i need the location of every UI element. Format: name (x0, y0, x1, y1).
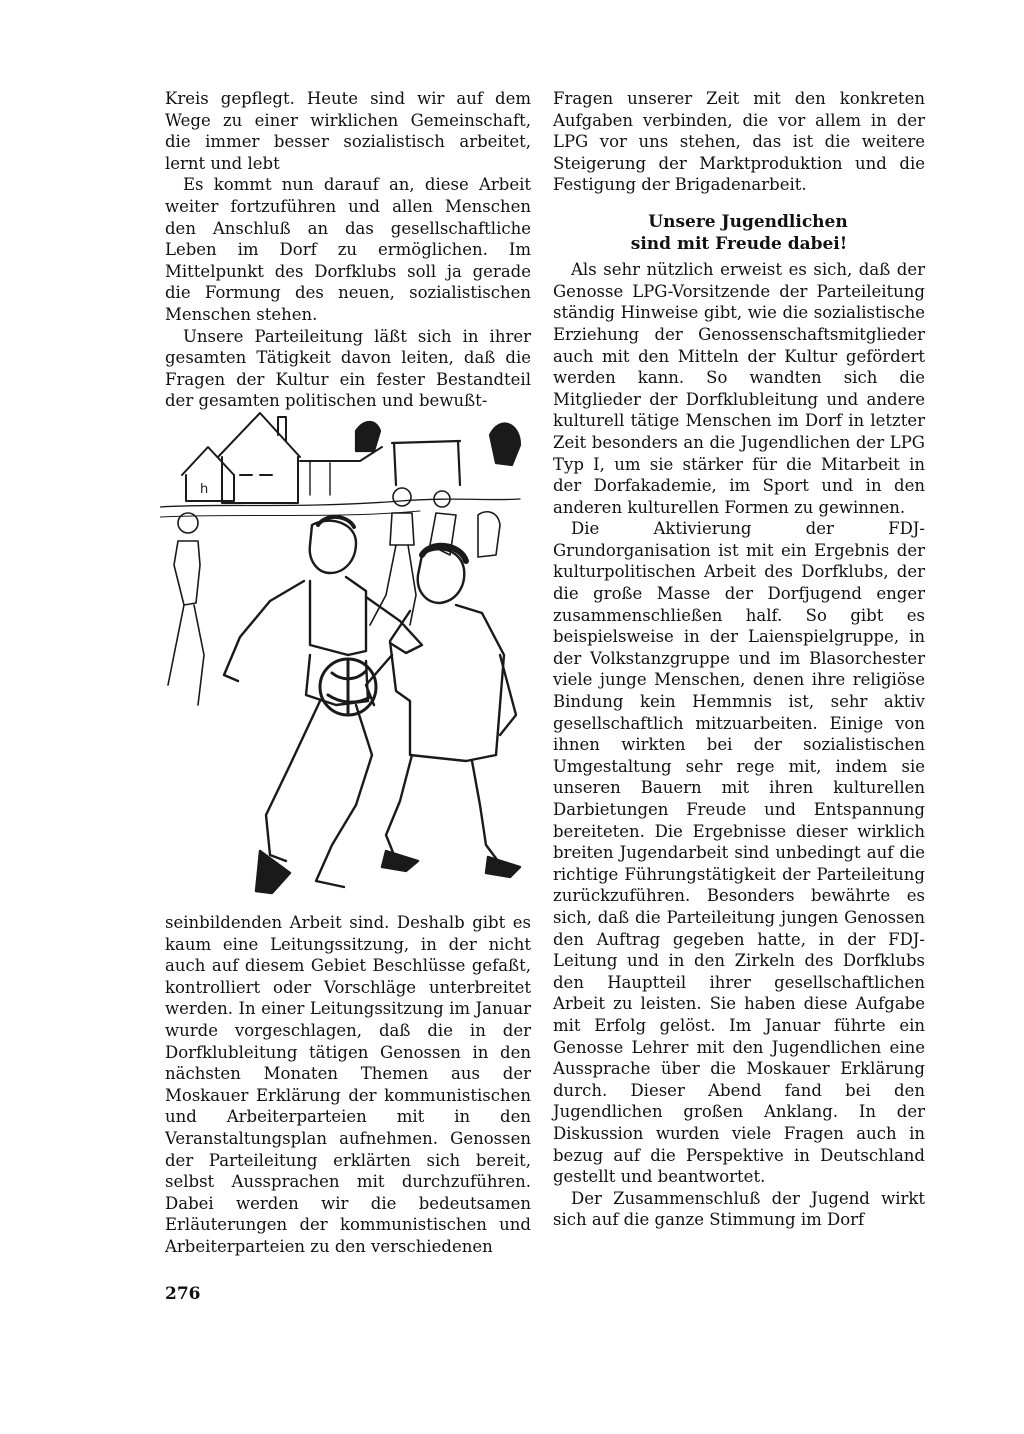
paragraph: Als sehr nützlich erweist es sich, daß der Genosse LPG-Vorsitzende der Parteileitung ständig Hinweise gibt, wie die sozialistische Erziehung der Genossenschaftsmitglieder auch mit den Mitteln der Kultur gefördert werden kann. So wandten sich die Mitglieder der Dorfklubleitung und andere kulturell tätige Menschen im Dorf in letzter Zeit besonders an die Jugendlichen der LPG Typ I, um sie stärker für die Mitarbeit in der Dorfakademie, im Sport und in den anderen kulturellen Formen zu gewinnen. (553, 260, 925, 517)
paragraph: Fragen unserer Zeit mit den konkreten Aufgaben verbinden, die vor allem in der LPG vor uns stehen, das ist die weitere Steigerung der Marktproduktion und die Festigung der Brigadenarbeit. (553, 89, 925, 195)
section-heading (553, 212, 925, 255)
paragraph: seinbildenden Arbeit sind. Deshalb gibt es kaum eine Leitungssitzung, in der nicht auch auf diesem Gebiet Beschlüsse gefaßt, kontrolliert oder Vorschläge unterbreitet werden. In einer Leitungssitzung im Januar wurde vorgeschlagen, daß die in der Dorfklubleitung tätigen Genossen in den nächsten Monaten Themen aus der Moskauer Erklärung der kommunistischen und Arbeiterparteien mit in den Veranstaltungsplan aufnehmen. Genossen der Parteileitung erklärten sich bereit, selbst Aussprachen mit durchzuführen. Dabei werden wir die bedeutsamen Erläuterungen der kommunistischen und Arbeiterparteien zu den verschiedenen (165, 913, 531, 1256)
paragraph: Kreis gepflegt. Heute sind wir auf dem Wege zu einer wirklichen Gemeinschaft, die immer besser sozialistisch arbeitet, lernt und lebt (165, 89, 531, 173)
village-houses (160, 413, 520, 517)
football-sketch-illustration (160, 405, 532, 905)
left-column-bottom (165, 912, 531, 1258)
house-letter: h (200, 482, 209, 497)
goal-post (356, 422, 520, 485)
right-player (366, 546, 520, 877)
paragraph: Der Zusammenschluß der Jugend wirkt sich auf die ganze Stimmung im Dorf (553, 1188, 925, 1230)
paragraph: Es kommt nun darauf an, diese Arbeit weiter fortzuführen und allen Menschen den Anschluß an das gesellschaftliche Leben im Dorf zu ermöglichen. Im Mittelpunkt des Dorfklubs soll ja gerade die Formung des neuen, sozialistischen Menschen stehen. (165, 175, 531, 324)
section-heading-line-2: sind mit Freude dabei! (630, 233, 848, 254)
section-heading-line-1: Unsere Jugendlichen (648, 211, 848, 232)
page-number: 276 (165, 1284, 201, 1304)
paragraph: Die Aktivierung der FDJ-Grundorganisation ist mit ein Ergebnis der kulturpolitischen Arbeit des Dorfklubs, der die große Masse der Dorfjugend enger zusammenschließen half. So gibt es beispielsweise in der Laienspielgruppe, in der Volkstanzgruppe und im Blasorchester viele junge Menschen, denen ihre religiöse Bindung kein Hemmnis ist, sehr aktiv gesellschaftlich mitzuarbeiten. Einige von ihnen wirkten bei der sozialistischen Umgestaltung sehr rege mit, indem sie unseren Bauern mit ihren kulturellen Darbietungen Freude und Entspannung bereiteten. Die Ergebnisse dieser wirklich breiten Jugendarbeit sind unbedingt auf die richtige Führungstätigkeit der Parteileitung zurückzuführen. Besonders bewährte es sich, daß die Parteileitung jungen Genossen den Auftrag gegeben hatte, in der FDJ-Leitung und in den Zirkeln des Dorfklubs den Hauptteil ihrer gesellschaftlichen Arbeit zu leisten. Sie haben diese Aufgabe mit Erfolg gelöst. Im Januar führte ein Genosse Lehrer mit den Jugendlichen eine Aussprache über die Moskauer Erklärung durch. Dieser Abend fand bei den Jugendlichen großen Anklang. In der Diskussion wurden viele Fragen auch in bezug auf die Perspektive in Deutschland gestellt und beantwortet. (553, 519, 925, 1187)
central-player (224, 517, 422, 893)
left-column-top (165, 88, 531, 412)
paragraph: Unsere Parteileitung läßt sich in ihrer gesamten Tätigkeit davon leiten, daß die Fragen der Kultur ein fester Bestandteil der gesamten politischen und bewußt- (165, 326, 531, 411)
right-column (553, 88, 925, 1231)
